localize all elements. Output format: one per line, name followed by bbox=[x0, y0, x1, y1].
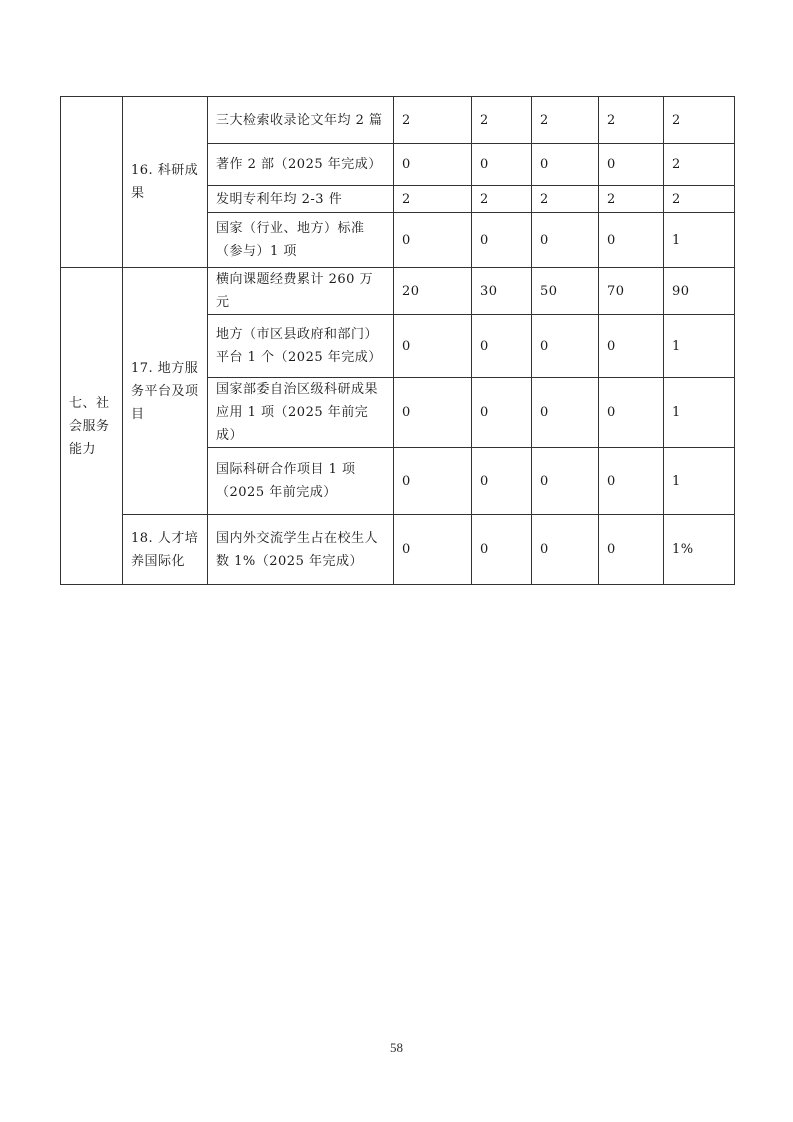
value-cell: 1 bbox=[664, 448, 735, 515]
category-cell bbox=[61, 97, 123, 268]
item-cell: 横向课题经费累计 260 万元 bbox=[208, 268, 394, 315]
value-cell: 0 bbox=[532, 315, 599, 378]
value-cell: 2 bbox=[664, 144, 735, 186]
value-cell: 0 bbox=[599, 213, 664, 268]
value-cell: 1 bbox=[664, 315, 735, 378]
value-cell: 0 bbox=[394, 448, 472, 515]
value-cell: 2 bbox=[394, 97, 472, 144]
value-cell: 0 bbox=[532, 144, 599, 186]
item-cell: 国内外交流学生占在校生人数 1%（2025 年完成） bbox=[208, 515, 394, 585]
value-cell: 0 bbox=[599, 144, 664, 186]
value-cell: 2 bbox=[599, 97, 664, 144]
value-cell: 0 bbox=[532, 448, 599, 515]
value-cell: 0 bbox=[599, 515, 664, 585]
value-cell: 0 bbox=[472, 515, 532, 585]
table-row bbox=[61, 515, 735, 585]
value-cell: 0 bbox=[532, 213, 599, 268]
value-cell: 70 bbox=[599, 268, 664, 315]
item-cell: 三大检索收录论文年均 2 篇 bbox=[208, 97, 394, 144]
value-cell: 30 bbox=[472, 268, 532, 315]
value-cell: 20 bbox=[394, 268, 472, 315]
value-cell: 2 bbox=[532, 97, 599, 144]
category-cell: 七、社会服务能力 bbox=[61, 268, 123, 585]
subcategory-cell: 18. 人才培养国际化 bbox=[123, 515, 208, 585]
value-cell: 90 bbox=[664, 268, 735, 315]
value-cell: 2 bbox=[664, 97, 735, 144]
page-number: 58 bbox=[390, 1040, 403, 1055]
subcategory-cell: 17. 地方服务平台及项目 bbox=[123, 268, 208, 515]
value-cell: 1% bbox=[664, 515, 735, 585]
value-cell: 1 bbox=[664, 378, 735, 448]
value-cell: 0 bbox=[599, 448, 664, 515]
item-cell: 国家（行业、地方）标准（参与）1 项 bbox=[208, 213, 394, 268]
table-row bbox=[61, 97, 735, 144]
value-cell: 0 bbox=[394, 144, 472, 186]
value-cell: 2 bbox=[599, 186, 664, 213]
item-cell: 国家部委自治区级科研成果应用 1 项（2025 年前完成） bbox=[208, 378, 394, 448]
value-cell: 2 bbox=[394, 186, 472, 213]
value-cell: 0 bbox=[394, 378, 472, 448]
item-cell: 发明专利年均 2-3 件 bbox=[208, 186, 394, 213]
value-cell: 2 bbox=[472, 186, 532, 213]
value-cell: 0 bbox=[472, 378, 532, 448]
value-cell: 0 bbox=[394, 315, 472, 378]
value-cell: 2 bbox=[472, 97, 532, 144]
value-cell: 0 bbox=[394, 213, 472, 268]
item-cell: 国际科研合作项目 1 项（2025 年前完成） bbox=[208, 448, 394, 515]
value-cell: 0 bbox=[472, 213, 532, 268]
value-cell: 0 bbox=[532, 378, 599, 448]
value-cell: 0 bbox=[599, 378, 664, 448]
value-cell: 0 bbox=[532, 515, 599, 585]
table-row bbox=[61, 268, 735, 315]
item-cell: 地方（市区县政府和部门）平台 1 个（2025 年完成） bbox=[208, 315, 394, 378]
value-cell: 0 bbox=[599, 315, 664, 378]
value-cell: 0 bbox=[472, 315, 532, 378]
value-cell: 50 bbox=[532, 268, 599, 315]
indicator-table bbox=[60, 96, 735, 585]
value-cell: 0 bbox=[394, 515, 472, 585]
item-cell: 著作 2 部（2025 年完成） bbox=[208, 144, 394, 186]
value-cell: 2 bbox=[532, 186, 599, 213]
value-cell: 1 bbox=[664, 213, 735, 268]
value-cell: 0 bbox=[472, 448, 532, 515]
value-cell: 0 bbox=[472, 144, 532, 186]
subcategory-cell: 16. 科研成果 bbox=[123, 97, 208, 268]
value-cell: 2 bbox=[664, 186, 735, 213]
